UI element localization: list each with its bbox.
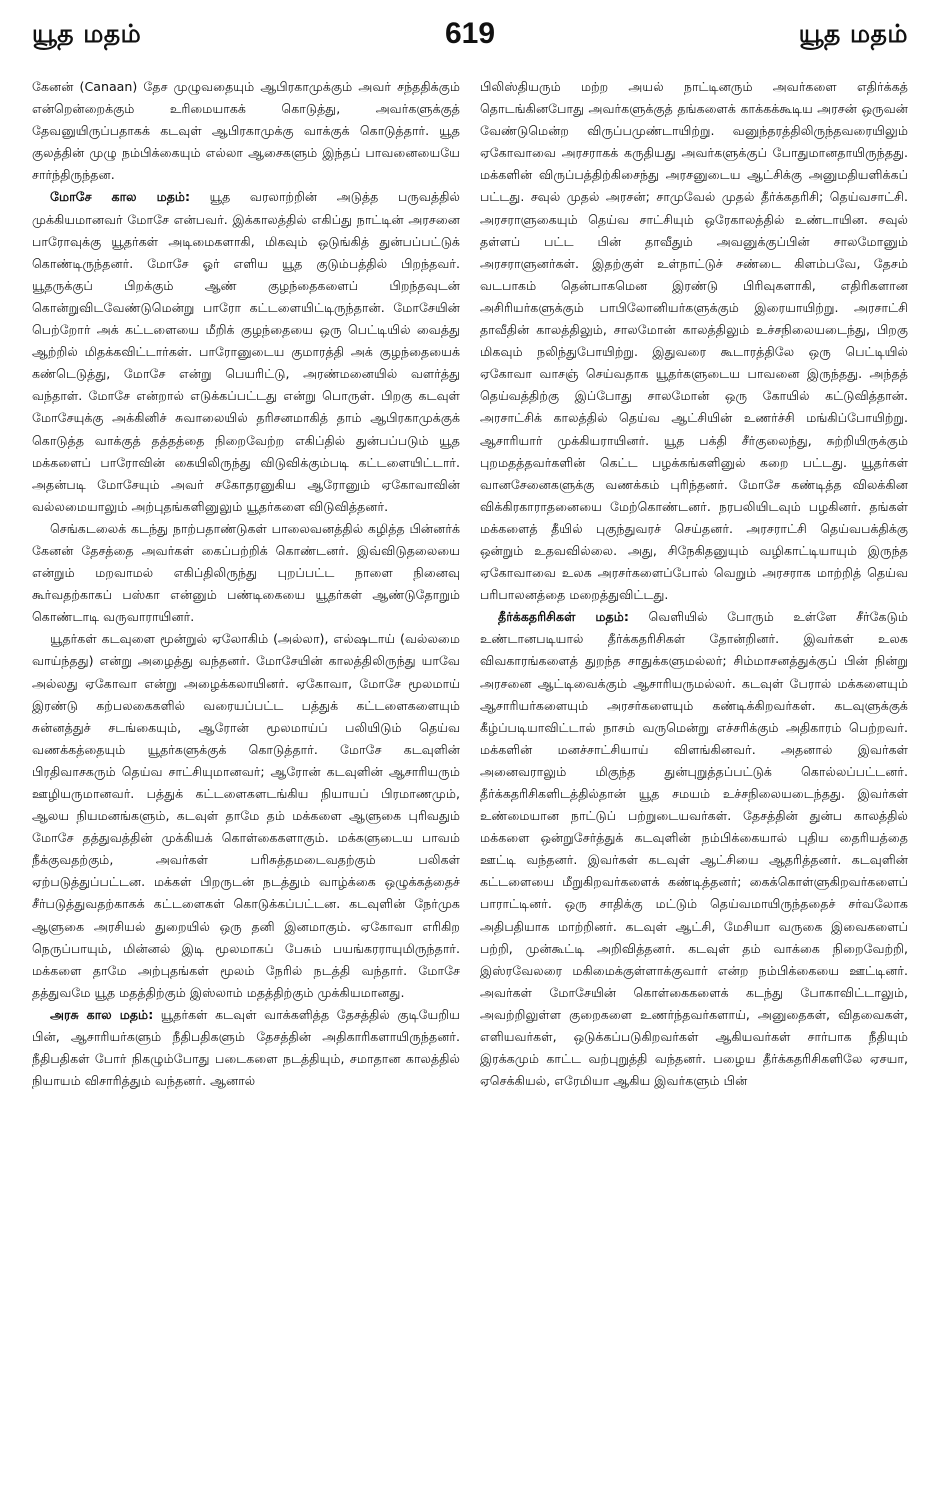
paragraph: பிலிஸ்தியரும் மற்ற அயல் நாட்டினரும் அவர்களை எதிர்க்கத் தொடங்கினபோது அவர்களுக்குத் தங்களைக் காக்கக்கூடிய அரசன் ஒருவன் வேண்டுமென்ற விருப்பமுண்டாயிற்று. வனுந்தரத்திலிருந்தவரையிலும் ஏகோவாவை அரசராகக் கருதியது அவர்களுக்குப் போதுமானதாயிருந்தது. மக்களின் விருப்பத்திற்கிசைந்து அரசனுடைய ஆட்சிக்கு அனுமதியளிக்கப் பட்டது. சவுல் முதல் அரசன்; சாமுவேல் முதல் தீர்க்கதரிசி; தெய்வசாட்சி. அரசராளுகையும் தெய்வ சாட்சியும் ஒரேகாலத்தில் உண்டாயின. சவுல் தள்ளப் பட்ட பின் தாவீதும் அவனுக்குப்பின் சாலமோனும் அரசராளுனர்கள். இதற்குள் உள்நாட்டுச் சண்டை கிளம்பவே, தேசம் வடபாகம் தென்பாகமென இரண்டு பிரிவுகளாகி, எதிரிகளான அசிரியர்களுக்கும் பாபிலோனியர்களுக்கும் இரையாயிற்று. அரசாட்சி தாவீதின் காலத்திலும், சாலமோன் காலத்திலும் உச்சநிலையடைந்து, பிறகு மிகவும் நலிந்துபோயிற்று. இதுவரை கூடாரத்திலே ஒரு பெட்டியில் ஏகோவா வாசஞ் செய்வதாக யூதர்களுடைய பாவனை இருந்தது. அந்தத் தெய்வத்திற்கு இப்போது சாலமோன் ஒரு கோயில் கட்டுவித்தான். அரசாட்சிக் காலத்தில் தெய்வ ஆட்சியின் உணர்ச்சி மங்கிப்போயிற்று. ஆசாரியார் முக்கியராயினர். யூத பக்தி சீர்குலைந்து, சுற்றியிருக்கும் புறமதத்தவர்களின் கெட்ட பழக்கங்களினுல் கறை பட்டது. யூதர்கள் வானசேனைகளுக்கு வணக்கம் புரிந்தனர். மோசே கண்டித்த விலக்கின விக்கிரகாராதனையை மேற்கொண்டனர். நரபலியிடவும் பழகினர். தங்கள் மக்களைத் தீயில் புகுந்துவரச் செய்தனர். அரசராட்சி தெய்வபக்திக்கு ஒன்றும் உதவவில்லை. அது, சிநேகிதனுயும் வழிகாட்டியாயும் இருந்த ஏகோவாவை உலக அரசர்களைப்போல் வெறும் அரசராக மாற்றித் தெய்வ பரிபாலனத்தை மறைத்துவிட்டது. xyxy=(480,79,908,603)
paragraph: செங்கடலைக் கடந்து நாற்பதாண்டுகள் பாலைவனத்தில் கழித்த பின்னர்க் கேனன் தேசத்தை அவர்கள் கைப்பற்றிக் கொண்டனர். இவ்விடுதலையை என்றும் மறவாமல் எகிப்திலிருந்து புறப்பட்ட நாளை நினைவு கூர்வதற்காகப் பஸ்கா என்னும் பண்டிகையை யூதர்கள் ஆண்டுதோறும் கொண்டாடி வருவாராயினர். xyxy=(32,520,460,625)
right-column xyxy=(480,76,908,1476)
paragraph xyxy=(32,186,460,517)
header-right-title: யூத மதம் xyxy=(798,19,908,48)
paragraph-body: வெளியில் போரும் உள்ளே சீர்கேடும் உண்டானபடியால் தீர்க்கதரிசிகள் தோன்றினர். இவர்கள் உலக விவகாரங்களைத் துறந்த சாதுக்களுமல்லர்; சிம்மாசனத்துக்குப் பின் நின்று அரசனை ஆட்டிவைக்கும் ஆசாரியருமல்லர். கடவுள் பேரால் மக்களையும் ஆசாரியர்களையும் அரசர்களையும் கண்டிக்கிறவர்கள். கடவுளுக்குக் கீழ்ப்படியாவிட்டால் நாசம் வருமென்று எச்சரிக்கும் அதிகாரம் பெற்றவர். மக்களின் மனச்சாட்சியாய் விளங்கினவர். அதனால் இவர்கள் அனைவராலும் மிகுந்த துன்புறுத்தப்பட்டுக் கொல்லப்பட்டனர். தீர்க்கதரிசிகளிடத்தில்தான் யூத சமயம் உச்சநிலையடைந்தது. இவர்கள் உண்மையான நாட்டுப் பற்றுடையவர்கள். தேசத்தின் துன்ப காலத்தில் மக்களை ஒன்றுசேர்த்துக் கடவுளின் நம்பிக்கையால் புதிய தைரியத்தை ஊட்டி வந்தனர். இவர்கள் கடவுள் ஆட்சியை ஆதரித்தனர். கடவுளின் கட்டளையை மீறுகிறவர்களைக் கண்டித்தனர்; கைக்கொள்ளுகிறவர்களைப் பாராட்டினர். ஒரு சாதிக்கு மட்டும் தெய்வமாயிருந்ததைச் சர்வலோக அதிபதியாக மாற்றினர். கடவுள் ஆட்சி, மேசியா வருகை இவைகளைப் பற்றி, முன்கூட்டி அறிவித்தனர். கடவுள் தம் வாக்கை நிறைவேற்றி, இஸ்ரவேலரை மகிமைக்குள்ளாக்குவார் என்ற நம்பிக்கையை ஊட்டினர். அவர்கள் மோசேயின் கொள்கைகளைக் கடந்து போகாவிட்டாலும், அவற்றிலுள்ள குறைகளை உணர்ந்தவர்களாய், அனுதைகள், விதவைகள், எளியவர்கள், ஒடுக்கப்படுகிறவர்கள் ஆகியவர்கள் சார்பாக நீதியும் இரக்கமும் காட்ட வற்புறுத்தி வந்தனர். பழைய தீர்க்கதரிசிகளிலே ஏசயா, ஏசெக்கியல், எரேமியா ஆகிய இவர்களும் பின் xyxy=(480,609,908,1089)
paragraph xyxy=(32,1004,460,1092)
section-lead: அரசு கால மதம்: xyxy=(50,1006,154,1022)
paragraph-body: யூதர்கள் கடவுள் வாக்களித்த தேசத்தில் குடியேறிய பின், ஆசாரியர்களும் நீதிபதிகளும் தேசத்தின் அதிகாரிகளாயிருந்தனர். நீதிபதிகள் போர் நிகழும்போது படைகளை நடத்தியும், சமாதான காலத்தில் நியாயம் விசாரித்தும் வந்தனர். ஆனால் xyxy=(32,1006,460,1089)
section-lead: மோசே கால மதம்: xyxy=(50,189,191,205)
left-column xyxy=(32,76,460,1476)
page-number: 619 xyxy=(444,17,496,50)
header-left-title: யூத மதம் xyxy=(32,19,142,48)
section-lead: தீர்க்கதரிசிகள் மதம்: xyxy=(498,609,629,625)
running-header xyxy=(32,14,908,58)
paragraph: யூதர்கள் கடவுளை மூன்றுல் ஏலோகிம் (அல்லா), எல்ஷடாய் (வல்லமை வாய்ந்தது) என்று அழைத்து வந்தனர். மோசேயின் காலத்திலிருந்து யாவே அல்லது ஏகோவா என்று அழைக்கலாயினர். ஏகோவா, மோசே மூலமாய் இரண்டு கற்பலகைகளில் வரையப்பட்ட பத்துக் கட்டளைகளையும் சுன்னத்துச் சடங்கையும், ஆரோன் மூலமாய்ப் பலியிடும் தெய்வ வணக்கத்தையும் யூதர்களுக்குக் கொடுத்தார். மோசே கடவுளின் பிரதிவாசகரும் தெய்வ சாட்சியுமானவர்; ஆரோன் கடவுளின் ஆசாரியரும் ஊழியருமானவர். பத்துக் கட்டளைகளடங்கிய நியாயப் பிரமாணமும், ஆலய நியமனங்களும், கடவுள் தாமே தம் மக்களை ஆளுகை புரிவதும் மோசே தத்துவத்தின் முக்கியக் கொள்கைகளாகும். மக்களுடைய பாவம் நீக்குவதற்கும், அவர்கள் பரிசுத்தமடைவதற்கும் பலிகள் ஏற்படுத்துப்பட்டன. மக்கள் பிறருடன் நடத்தும் வாழ்க்கை ஒழுக்கத்தைச் சீர்படுத்துவதற்காகக் கட்டளைகள் கொடுக்கப்பட்டன. கடவுளின் நேர்முக ஆளுகை அரசியல் துறையில் ஒரு தனி இனமாகும். ஏகோவா எரிகிற நெருப்பாயும், மின்னல் இடி மூலமாகப் பேசும் பயங்கரராயுமிருந்தார். மக்களை தாமே அற்புதங்கள் மூலம் நேரில் நடத்தி வந்தார். மோசே தத்துவமே யூத மதத்திற்கும் இஸ்லாம் மதத்திற்கும் முக்கியமானது. xyxy=(32,631,460,1000)
text-columns xyxy=(32,76,908,1476)
paragraph xyxy=(480,606,908,1092)
paragraph-body: யூத வரலாற்றின் அடுத்த பருவத்தில் முக்கியமானவர் மோசே என்பவர். இக்காலத்தில் எகிப்து நாட்டின் அரசனை பாரோவுக்கு யூதர்கள் அடிமைகளாகி, மிகவும் ஒடுங்கித் துன்பப்பட்டுக் கொண்டிருந்தனர். மோசே ஓர் எளிய யூத குடும்பத்தில் பிறந்தவர். யூதருக்குப் பிறக்கும் ஆண் குழந்தைகளைப் பிறந்தவுடன் கொன்றுவிடவேண்டுமென்று பாரோ கட்டளையிட்டிருந்தான். மோசேயின் பெற்றோர் அக் கட்டளையை மீறிக் குழந்தையை ஒரு பெட்டியில் வைத்து ஆற்றில் மிதக்கவிட்டார்கள். பாரோனுடைய குமாரத்தி அக் குழந்தையைக் கண்டெடுத்து, மோசே என்று பெயரிட்டு, அரண்மனையில் வளர்த்து வந்தாள். மோசே என்றால் எடுக்கப்பட்டது என்று பொருள். பிறகு கடவுள் மோசேயுக்கு அக்கினிச் சுவாலையில் தரிசனமாகித் தாம் ஆபிரகாமுக்குக் கொடுத்த வாக்குத் தத்தத்தை நிறைவேற்ற எகிப்தில் துன்பப்படும் யூத மக்களைப் பாரோவின் கையிலிருந்து விடுவிக்கும்படி கட்டளையிட்டார். அதன்படி மோசேயும் அவர் சகோதரனுகிய ஆரோனும் ஏகோவாவின் வல்லமையாலும் அற்புதங்களினுலும் யூதர்களை விடுவித்தனர். xyxy=(32,189,460,514)
paragraph: கேனன் (Canaan) தேச முழுவதையும் ஆபிரகாமுக்கும் அவர் சந்ததிக்கும் என்றென்றைக்கும் உரிமையாகக் கொடுத்து, அவர்களுக்குத் தேவனுயிருப்பதாகக் கடவுள் ஆபிரகாமுக்கு வாக்குக் கொடுத்தார். யூத குலத்தின் முழு நம்பிக்கையும் எல்லா ஆசைகளும் இந்தப் பாவனையையே சார்ந்திருந்தன. xyxy=(32,79,460,183)
